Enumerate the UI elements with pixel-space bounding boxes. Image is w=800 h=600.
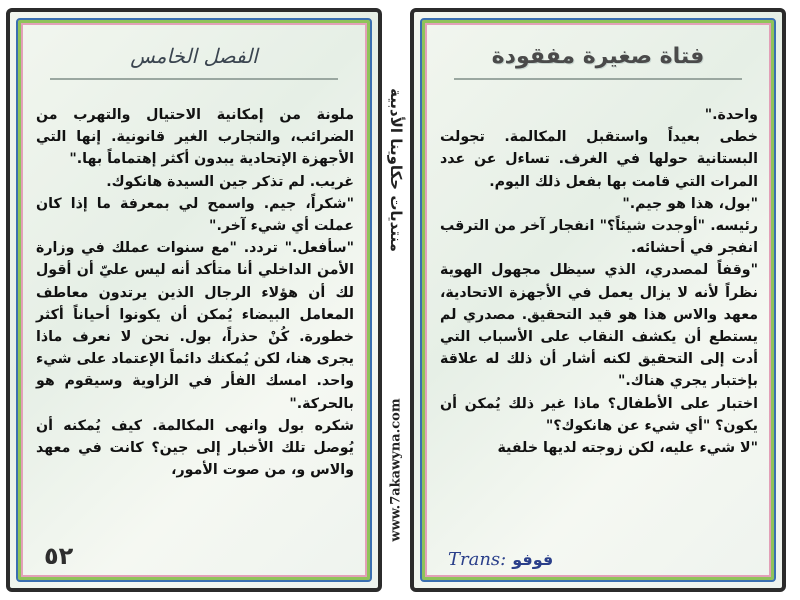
left-page-text	[36, 104, 354, 481]
paragraph: "بول، هذا هو جيم."	[622, 195, 758, 212]
paragraph: شكره بول وانهى المكالمة. كيف يُمكنه أن يُوصل تلك الأخبار إلى جين؟ كانت في معهد والاس و، من صوت الأمور،	[36, 417, 354, 479]
page-number: ٥٢	[44, 542, 74, 570]
paragraph: "وقفاً لمصدري، الذي سيظل مجهول الهوية نظراً لأنه لا يزال يعمل في الأجهزة الاتحادية، معهد والاس هذا هو قيد التحقيق. مصدري لم يستطع أن يكشف النقاب على الأسباب التي أدت إلى التحقيق لكنه أشار أن ذلك له علاقة بإختبار يجري هناك."	[440, 262, 758, 390]
paragraph: رئيسه. "أوجدت شيئاً؟" انفجار آخر من الترقب انفجر في أحشائه.	[440, 218, 758, 257]
translator-credit	[448, 549, 553, 570]
translator-label: Trans:	[448, 549, 507, 570]
right-page-text	[440, 104, 758, 459]
book-spine	[382, 8, 410, 592]
chapter-header	[50, 34, 338, 80]
chapter-title: الفصل الخامس	[130, 44, 258, 68]
paragraph: "سأفعل." تردد. "مع سنوات عملك في وزارة الأمن الداخلي أنا متأكد أنه ليس عليّ أن أقول لك أن هؤلاء الرجال الذين يرتدون معاطف المعامل البيضاء يُمكن أن يكونوا أحياناً أكثر خطورة. كُنْ حذراً، بول. نحن لا نعرف ماذا يجرى هنا، لكن يُمكنك دائماً الإعتماد على شيء واحد. امسك الفأر في الزاوية وسيقوم هو بالحركة."	[36, 240, 354, 412]
left-page	[6, 8, 382, 592]
translator-name: فوفو	[512, 550, 554, 569]
paragraph: خطى بعيداً واستقبل المكالمة. تجولت البستانية حولها في الغرف. تساءل عن عدد المرات التي قامت بها بفعل ذلك اليوم.	[440, 129, 758, 190]
book-header	[454, 34, 742, 80]
forum-url: www.7akawyna.com	[388, 398, 404, 542]
paragraph: اختبار على الأطفال؟ ماذا غير ذلك يُمكن أن يكون؟ "أي شيء عن هانكوك؟"	[440, 395, 758, 434]
paragraph: ملونة من إمكانية الاحتيال والتهرب من الضرائب، والتجارب الغير قانونية. إنها التي الأجهزة الإتحادية يبدون أكثر إهتماماً بها."	[36, 107, 354, 168]
paragraph: "لا شيء عليه، لكن زوجته لديها خلفية	[497, 440, 758, 457]
book-title: فتاة صغيرة مفقودة	[491, 43, 705, 69]
paragraph: "شكراً، جيم. واسمح لي بمعرفة ما إذا كان عملت أي شيء آخر."	[36, 195, 354, 235]
paragraph: غريب. لم تذكر جين السيدة هانكوك.	[106, 173, 354, 190]
forum-name: منتديات حكاوينا الأدبية	[387, 88, 405, 252]
paragraph: واحدة."	[704, 107, 758, 123]
right-page	[410, 8, 786, 592]
